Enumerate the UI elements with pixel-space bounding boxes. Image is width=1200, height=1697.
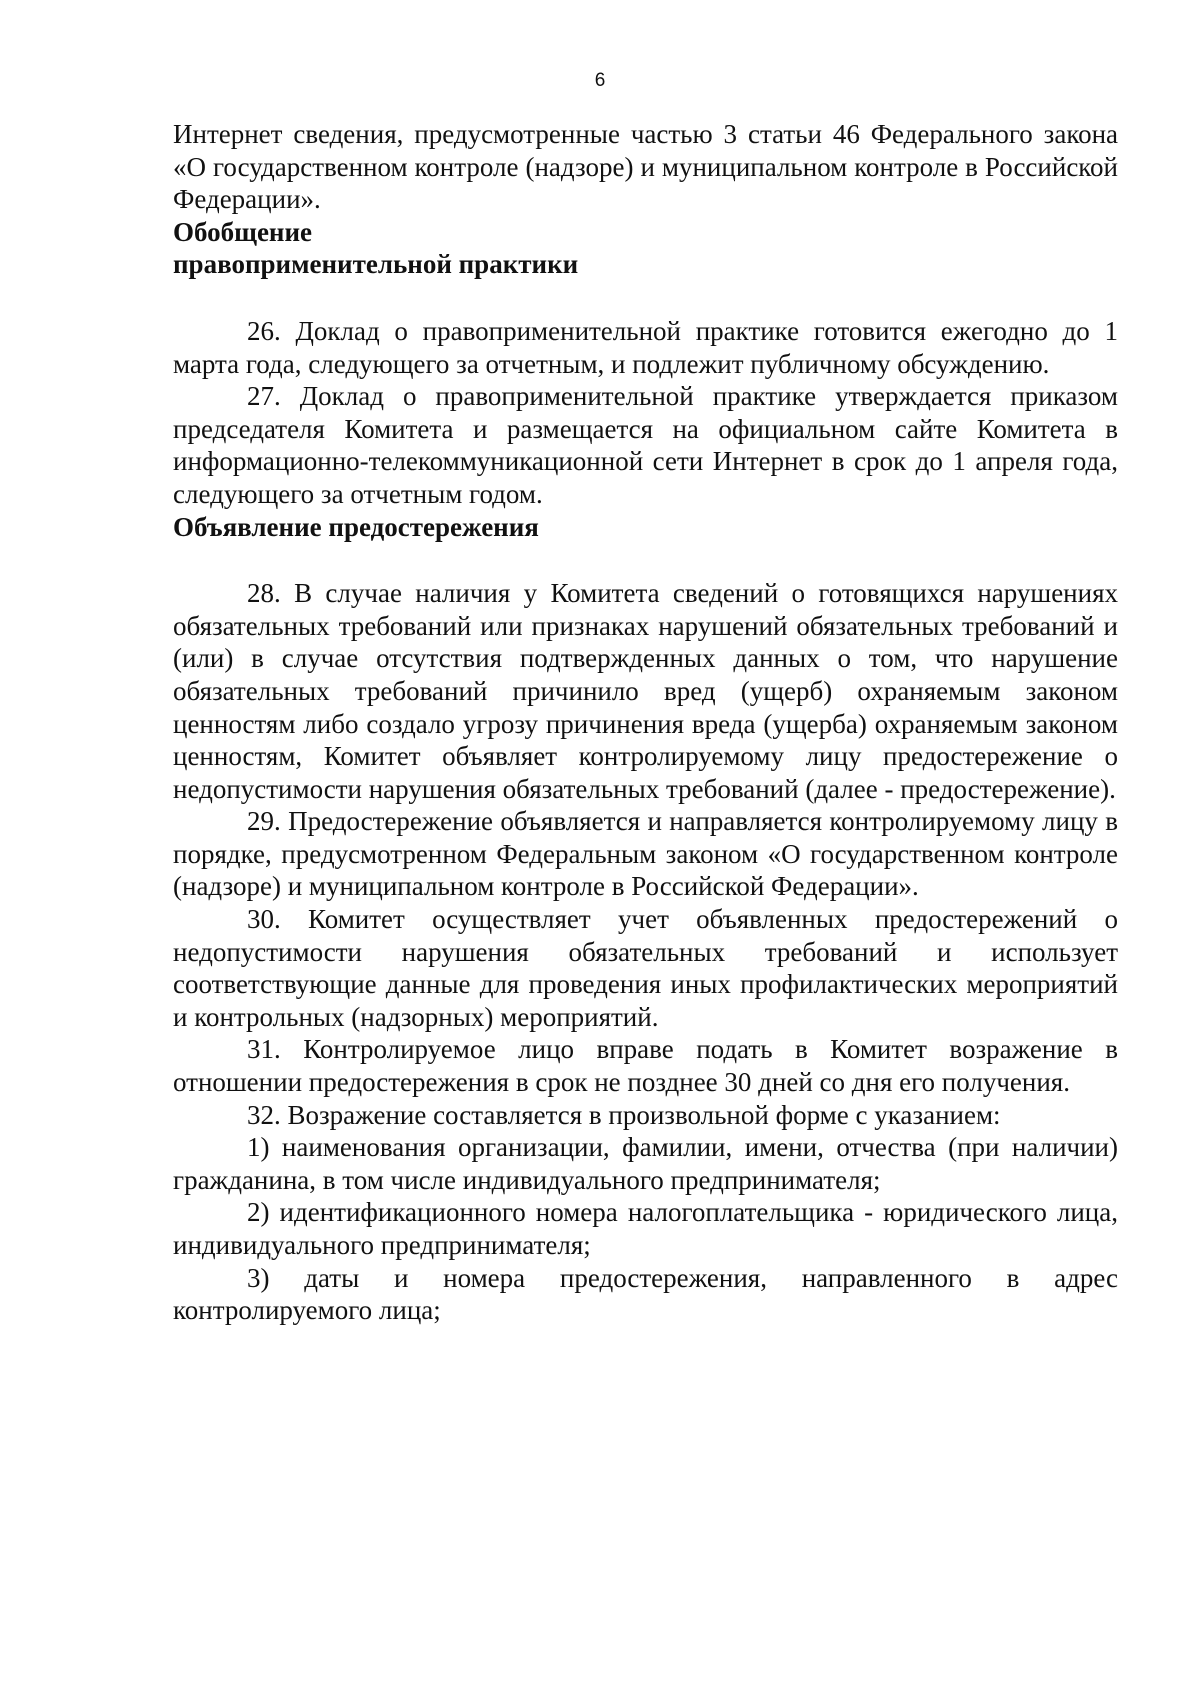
section-heading-generalization-line1: Обобщение <box>173 216 313 247</box>
paragraph-30: 30. Комитет осуществляет учет объявленных предостережений о недопустимости нарушения обязательных требований и использует соответствующие данные для проведения иных профилактических мероприятий и контрольных (надзорных) мероприятий. <box>173 904 1118 1032</box>
list-item-2: 2) идентификационного номера налогоплательщика - юридического лица, индивидуального предпринимателя; <box>173 1197 1118 1260</box>
paragraph-31: 31. Контролируемое лицо вправе подать в Комитет возражение в отношении предостережения в срок не позднее 30 дней со дня его получения. <box>173 1034 1118 1098</box>
document-body <box>173 118 1118 1327</box>
section-heading-generalization-line2: правоприменительной практики <box>173 249 579 280</box>
paragraph-27: 27. Доклад о правоприменительной практике утверждается приказом председателя Комитета и размещается на официальном сайте Комитета в информационно-телекоммуникационной сети Интернет в срок до 1 апреля года, следующего за отчетным годом. <box>173 381 1118 509</box>
paragraph-29: 29. Предостережение объявляется и направляется контролируемому лицу в порядке, предусмотренном Федеральным законом «О государственном контроле (надзоре) и муниципальном контроле в Российской Федерации». <box>173 806 1118 902</box>
list-item-3: 3) даты и номера предостережения, направленного в адрес контролируемого лица; <box>173 1262 1118 1326</box>
paragraph-26: 26. Доклад о правоприменительной практике готовится ежегодно до 1 марта года, следующего за отчетным, и подлежит публичному обсуждению. <box>173 315 1118 379</box>
intro-paragraph: Интернет сведения, предусмотренные частью 3 статьи 46 Федерального закона «О государственном контроле (надзоре) и муниципальном контроле в Российской Федерации». <box>173 119 1118 215</box>
list-item-1: 1) наименования организации, фамилии, имени, отчества (при наличии) гражданина, в том числе индивидуального предпринимателя; <box>173 1132 1118 1195</box>
page-number: 6 <box>594 70 606 91</box>
paragraph-32: 32. Возражение составляется в произвольной форме с указанием: <box>247 1099 1001 1130</box>
paragraph-28: 28. В случае наличия у Комитета сведений о готовящихся нарушениях обязательных требований или признаках нарушений обязательных требований и (или) в случае отсутствия подтвержденных данных о том, что нарушение обязательных требований причинило вред (ущерб) охраняемым законом ценностям либо создало угрозу причинения вреда (ущерба) охраняемым законом ценностям, Комитет объявляет контролируемому лицу предостережение о недопустимости нарушения обязательных требований (далее - предостережение). <box>173 578 1118 804</box>
section-heading-warning: Объявление предостережения <box>173 511 539 542</box>
